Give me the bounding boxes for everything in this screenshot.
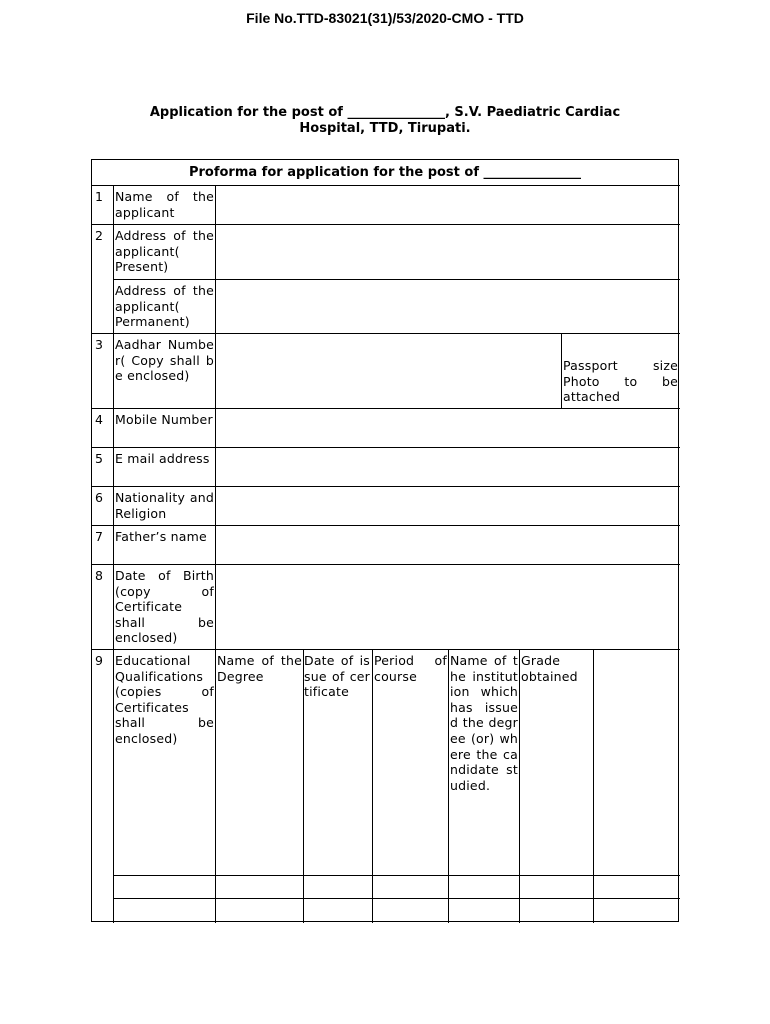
column-degree-name: Name of the Degree (217, 653, 302, 684)
label-photo: Passport size Photo to be attached (563, 358, 678, 405)
row-divider (113, 898, 680, 899)
row-number: 9 (95, 653, 103, 668)
row-divider (92, 564, 680, 565)
row-divider (92, 649, 680, 650)
application-form-table (91, 159, 679, 922)
label-email: E mail address (115, 451, 210, 466)
row-divider (113, 279, 680, 280)
column-divider (519, 649, 520, 923)
label-fathers-name: Father’s name (115, 529, 207, 544)
table-header: Proforma for application for the post of _______________ (188, 165, 582, 180)
column-certificate-date: Date of issue of certificate (304, 653, 370, 700)
title-line-2: Hospital, TTD, Tirupati. (299, 121, 471, 136)
column-institution-name: Name of the institution which has issued the degree (or) where the candidate studied. (450, 653, 518, 793)
row-number: 4 (95, 412, 103, 427)
column-divider (561, 333, 562, 408)
label-permanent-address: Address of the applicant( Permanent) (115, 283, 214, 330)
row-number: 5 (95, 451, 103, 466)
row-number: 1 (95, 189, 103, 204)
column-divider (448, 649, 449, 923)
label-date-of-birth: Date of Birth (copy of Certificate shall be enclosed) (115, 568, 214, 646)
row-divider (92, 408, 680, 409)
title-line-1: Application for the post of _______________, S.V. Paediatric Cardiac (149, 105, 621, 120)
label-present-address: Address of the applicant( Present) (115, 228, 214, 275)
row-number: 8 (95, 568, 103, 583)
row-divider (92, 224, 680, 225)
column-divider (372, 649, 373, 923)
page-title (110, 105, 660, 137)
label-educational-qualifications: Educational Qualifications (copies of Certificates shall be enclosed) (115, 653, 214, 746)
column-divider (113, 185, 114, 923)
row-divider (92, 185, 680, 186)
row-number: 7 (95, 529, 103, 544)
label-mobile-number: Mobile Number (115, 412, 213, 427)
column-divider (215, 185, 216, 923)
row-number: 3 (95, 337, 103, 352)
row-number: 6 (95, 490, 103, 505)
row-divider (92, 486, 680, 487)
row-divider (92, 333, 680, 334)
label-aadhar-number: Aadhar Number( Copy shall be enclosed) (115, 337, 214, 384)
label-nationality-religion: Nationality and Religion (115, 490, 214, 521)
row-divider (92, 525, 680, 526)
row-divider (113, 875, 680, 876)
column-grade-obtained: Grade obtained (521, 653, 578, 684)
row-number: 2 (95, 228, 103, 243)
column-course-period: Period of course (374, 653, 447, 684)
column-divider (593, 649, 594, 923)
file-number: File No.TTD-83021(31)/53/2020-CMO - TTD (246, 10, 524, 26)
label-applicant-name: Name of the applicant (115, 189, 214, 220)
row-divider (92, 447, 680, 448)
